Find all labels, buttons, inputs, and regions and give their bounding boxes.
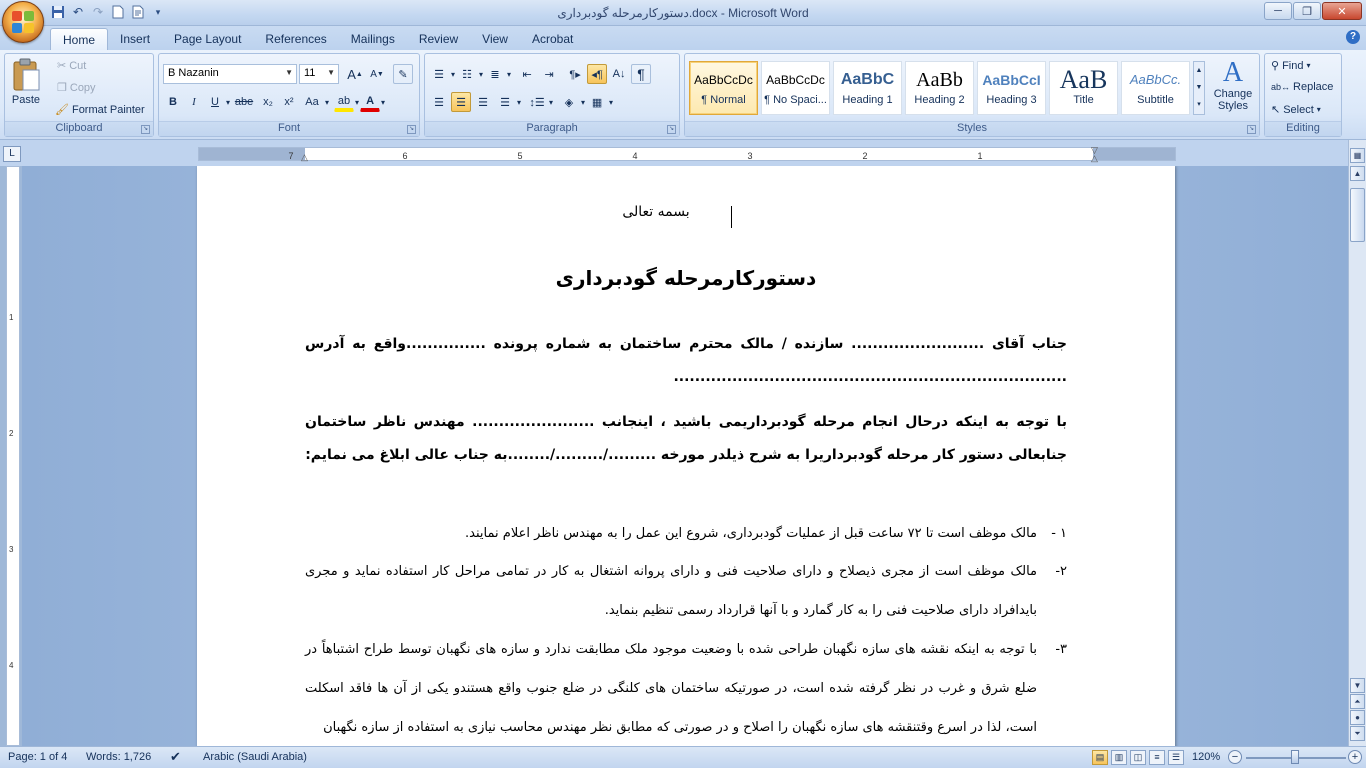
list-number: ۳- [1055,642,1067,657]
font-family-combo[interactable] [163,64,297,84]
window-title: دستورکارمرحله گودبرداری.docx - Microsoft Word [557,6,809,20]
binoculars-icon: ⚲ [1271,60,1280,72]
chevron-down-icon: ▼ [285,68,293,77]
ruler-toggle-icon[interactable]: ▦ [1350,148,1365,163]
horizontal-ruler[interactable] [198,147,1176,161]
title-bar [0,0,1366,26]
scroll-thumb[interactable] [1350,188,1365,242]
minimize-button[interactable]: ─ [1264,2,1292,20]
list-number: ۱ - [1051,526,1067,541]
cursor-icon: ↖ [1271,104,1281,116]
show-marks-icon[interactable]: ¶ [631,64,651,84]
style-preview: AaBbC [840,71,895,88]
full-screen-reading-icon[interactable]: ▥ [1111,750,1127,765]
tab-acrobat[interactable]: Acrobat [531,32,574,46]
style-preview: AaBbCc. [1129,72,1182,87]
justify-icon[interactable]: ☰ [500,96,510,109]
change-case-dropdown-icon[interactable]: ▾ [325,97,330,107]
ruler-number: 1 [9,313,14,322]
grow-font-label: A [347,66,356,82]
replace-button[interactable] [1271,81,1333,93]
increase-indent-icon[interactable]: ⇥ [544,68,554,81]
scissors-icon: ✂ [57,60,67,72]
vertical-scrollbar[interactable] [1348,140,1366,746]
rtl-direction-icon[interactable]: ◂¶ [587,64,607,84]
subscript-button[interactable]: x₂ [263,96,273,108]
text-cursor [731,206,732,228]
style-preview: AaB [1059,65,1108,94]
paintbrush-icon: 🖌 [55,104,69,116]
replace-icon: ab↔ [1271,82,1291,92]
shrink-font-button[interactable]: A ▼ [370,68,384,80]
styles-launcher-icon[interactable]: ↘ [1248,126,1255,132]
style-preview: AaBb [916,69,963,91]
redo-icon[interactable]: ↷ [92,5,104,19]
font-family-value: B Nazanin [168,67,219,79]
cut-label: Cut [69,59,87,72]
font-color-dropdown-icon[interactable]: ▾ [381,97,386,107]
browse-object-icon[interactable]: ● [1350,710,1365,725]
zoom-out-icon[interactable]: − [1228,750,1242,764]
ruler-number: 3 [747,151,753,161]
numbering-icon[interactable]: ☷ [462,68,472,81]
office-button[interactable] [2,1,44,43]
font-size-combo[interactable] [299,64,339,84]
tab-references[interactable]: References [265,32,327,46]
ruler-number: 1 [977,151,983,161]
clipboard-launcher-icon[interactable]: ↘ [142,126,149,132]
line-spacing-dropdown-icon[interactable]: ▾ [549,97,554,107]
list-item [305,630,1067,746]
align-left-icon[interactable]: ☰ [434,96,444,109]
font-launcher-icon[interactable]: ↘ [408,126,415,132]
style-subtitle[interactable] [1121,61,1190,115]
change-styles-button[interactable] [1209,58,1257,112]
list-item [305,552,1067,630]
bullets-icon[interactable]: ☰ [434,68,444,81]
style-normal[interactable] [689,61,758,115]
list-item-text: مالک موظف است تا ۷۲ ساعت قبل از عملیات گودبرداری، شروع این عمل را به مهندس ناظر اعلام نمایند. [465,526,1037,541]
style-title[interactable] [1049,61,1118,115]
paste-button[interactable] [11,58,41,106]
paragraph-group [424,53,680,137]
salutation: بسمه تعالی [622,204,690,220]
format-painter-label: Format Painter [71,103,145,116]
decrease-indent-icon[interactable]: ⇤ [522,68,532,81]
language-indicator[interactable]: Arabic (Saudi Arabia) [203,751,307,763]
style-heading-2[interactable] [905,61,974,115]
change-styles-label: Change Styles [1213,88,1253,112]
style-heading-3[interactable] [977,61,1046,115]
document-area [22,166,1348,746]
ruler-number: 4 [9,661,14,670]
ltr-direction-icon[interactable]: ¶▸ [569,68,581,81]
style-name: Heading 1 [842,94,893,106]
scroll-up-icon[interactable]: ▲ [1350,166,1365,181]
clear-formatting-icon[interactable]: ✎ [393,64,413,84]
list-item-text: مالک موظف است از مجری ذیصلاح و دارای صلاحیت فنی و دارای پروانه اشتغال به کار در تمامی مراحل کار استفاده نماید و مجری بایدافراد دارای صلاحیت فنی را به کار گمارد و با آنها قرارداد رسمی تنظیم بنماید. [305,564,1037,618]
window-controls [1264,2,1362,20]
style-name: Heading 2 [914,94,965,106]
tab-view[interactable]: View [482,32,508,46]
editing-group [1264,53,1342,137]
clipboard-group-label: Clipboard [5,121,153,136]
borders-icon[interactable]: ▦ [591,96,603,109]
strikethrough-button[interactable]: abe [234,96,254,108]
page-count[interactable]: Page: 1 of 4 [8,751,68,763]
ribbon [0,50,1366,140]
style-preview: AaBbCcDc [766,73,825,87]
style-name: Title [1073,94,1094,106]
styles-down-icon[interactable]: ▼ [1195,84,1203,91]
bullets-dropdown-icon[interactable]: ▾ [451,69,456,79]
style-name: Heading 3 [986,94,1037,106]
copy-label: Copy [69,81,96,94]
multilevel-dropdown-icon[interactable]: ▾ [507,69,512,79]
address-paragraph: جناب آقای ......................... سازنده / مالک محترم ساختمان به شماره پرونده ...............واقع به آدرس .......................................................................... [305,336,1067,385]
highlight-icon[interactable]: ab [334,92,354,112]
ruler-number: 4 [632,151,638,161]
ruler-right-margin [1091,145,1175,163]
editing-group-label: Editing [1265,121,1341,136]
ruler-number: 2 [862,151,868,161]
status-bar [0,746,1366,768]
clipboard-group [4,53,154,137]
draft-view-icon[interactable]: ☰ [1168,750,1184,765]
right-indent-marker-icon[interactable]: ▽ △ [1091,145,1098,163]
change-styles-icon: A [1222,57,1244,88]
copy-button[interactable] [57,81,96,94]
outline-view-icon[interactable]: ≡ [1149,750,1165,765]
styles-up-icon[interactable]: ▲ [1195,67,1203,74]
borders-dropdown-icon[interactable]: ▾ [609,97,614,107]
underline-button[interactable]: U [211,96,219,108]
tab-mailings[interactable]: Mailings [350,32,395,46]
left-indent-marker-icon[interactable]: △ [301,152,308,162]
select-button[interactable]: ↖ Select ▾ [1271,103,1321,116]
italic-button[interactable]: I [192,96,196,108]
format-painter-button[interactable] [55,103,145,116]
ruler-number: 5 [517,151,523,161]
styles-group [684,53,1260,137]
tab-insert[interactable]: Insert [120,32,151,46]
superscript-button[interactable]: x² [284,96,294,108]
close-button[interactable]: ✕ [1322,2,1362,20]
tab-page-layout[interactable]: Page Layout [174,32,242,46]
tab-home[interactable]: Home [50,28,108,50]
font-size-value: 11 [304,67,316,79]
tab-selector-icon[interactable]: L [3,146,21,162]
zoom-in-icon[interactable]: + [1348,750,1362,764]
styles-more-icon[interactable]: ▾ [1197,101,1201,108]
next-page-icon[interactable]: ⏷ [1350,726,1365,741]
print-layout-icon[interactable]: ▤ [1092,750,1108,765]
customize-icon[interactable]: ▾ [155,6,161,17]
font-group-label: Font [159,121,419,136]
find-label: Find [1282,59,1304,72]
paste-label: Paste [11,94,41,106]
tab-review[interactable]: Review [418,32,459,46]
line-spacing-icon[interactable]: ↕☰ [529,96,545,109]
intro-paragraph: با توجه به اینکه درحال انجام مرحله گودبرداریمی باشید ، اینجانب ....................... مهندس ناظر ساختمان جنابعالی دستور کار مرحله گودبرداریرا به شرح ذیلدر مورخه ........./........./........به جناب عالی ابلاغ می نمایم: [305,414,1067,463]
find-button[interactable]: ⚲ Find ▾ [1271,59,1311,72]
bold-button[interactable]: B [169,96,177,108]
shading-dropdown-icon[interactable]: ▾ [581,97,586,107]
list-item-text: با توجه به اینکه نقشه های سازه نگهبان طراحی شده با وضعیت موجود ملک مطابقت ندارد و سازه های نگهبان توسط طراح اشتباهاً در ضلع شرق و غرب در نظر گرفته شده است، در صورتیکه ساختمان های کلنگی در ضلع جنوب واقع هستندو یکی از آن ها فاقد اسکلت است، لذا در اسرع وقتنقشه های سازه نگهبان را اصلاح و در صورتی که مطابق نظر مهندس محاسب نیازی به استفاده از سازه نگهبان [305,642,1037,735]
style-preview: AaBbCcDc [694,73,753,87]
copy-icon: ❐ [57,82,67,94]
style-name: ¶ No Spaci... [764,94,827,106]
scroll-down-icon[interactable]: ▼ [1350,678,1365,693]
styles-group-label: Styles [685,121,1259,136]
cut-button[interactable] [57,59,86,72]
undo-icon[interactable]: ↶ [72,5,84,19]
style-heading-1[interactable] [833,61,902,115]
replace-label: Replace [1293,81,1334,93]
font-group [158,53,420,137]
vertical-ruler[interactable] [6,166,20,746]
change-case-button[interactable]: Aa [305,96,319,108]
ruler-number: 3 [9,545,14,554]
document-title: دستورکارمرحله گودبرداری [555,266,817,290]
ruler-number: 7 [288,151,294,161]
style-no-spacing[interactable] [761,61,830,115]
style-name: Subtitle [1137,94,1174,106]
numbering-dropdown-icon[interactable]: ▾ [479,69,484,79]
list-item [305,514,1067,553]
zoom-level[interactable]: 120% [1192,751,1221,763]
align-center-icon[interactable]: ☰ [451,92,471,112]
maximize-button[interactable]: ❐ [1293,2,1321,20]
paragraph-launcher-icon[interactable]: ↘ [668,126,675,132]
select-label: Select [1283,103,1314,116]
shading-icon[interactable]: ◈ [564,96,574,109]
styles-scroll [1193,61,1205,115]
list-number: ۲- [1055,564,1067,579]
chevron-down-icon: ▼ [327,68,335,77]
web-layout-icon[interactable]: ◫ [1130,750,1146,765]
proofing-icon[interactable]: ✔ [170,749,181,764]
ruler-number: 2 [9,429,14,438]
word-count[interactable]: Words: 1,726 [86,751,152,763]
office-logo-icon [12,11,34,33]
paragraph-group-label: Paragraph [425,121,679,136]
previous-page-icon[interactable]: ⏶ [1350,694,1365,709]
paste-icon [11,58,41,92]
font-color-icon[interactable]: A [360,92,380,112]
align-right-icon[interactable]: ☰ [478,96,488,109]
justify-dropdown-icon[interactable]: ▾ [517,97,522,107]
shrink-font-label: A [370,68,377,80]
highlight-dropdown-icon[interactable]: ▾ [355,97,360,107]
help-icon[interactable]: ? [1346,30,1360,44]
multilevel-list-icon[interactable]: ≣ [490,68,500,81]
grow-font-button[interactable]: A ▲ [347,66,363,82]
ruler-number: 6 [402,151,408,161]
underline-dropdown-icon[interactable]: ▾ [226,97,231,107]
sort-icon[interactable]: A↓ [612,68,626,80]
document-page[interactable] [197,166,1175,746]
style-name: ¶ Normal [701,94,746,106]
zoom-slider-thumb[interactable] [1291,750,1299,764]
ribbon-tabs [0,26,1366,50]
style-preview: AaBbCcI [982,72,1041,88]
